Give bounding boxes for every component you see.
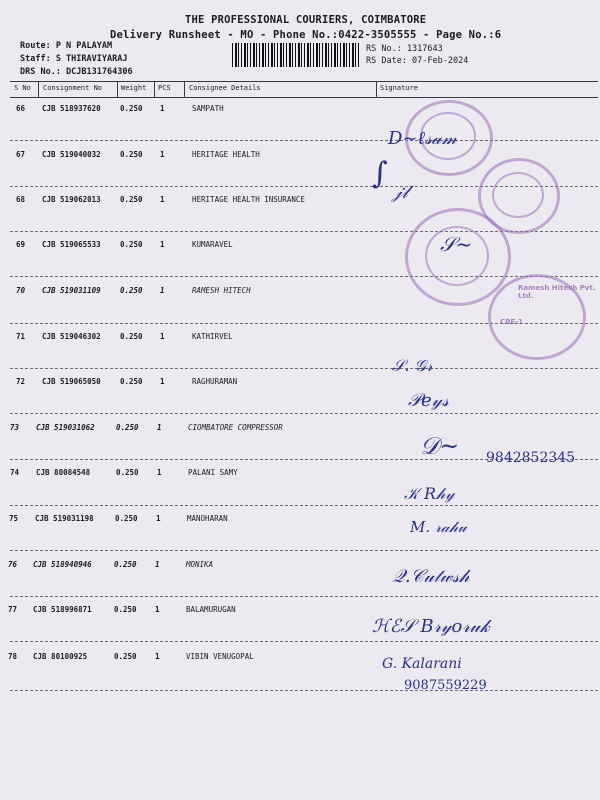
row-weight: 0.250 [120,240,143,249]
col-pcs: PCS [158,84,171,92]
col-sno: S No [14,84,31,92]
row-separator [10,550,598,551]
row-weight: 0.250 [120,195,143,204]
row-consignee: RAMESH HITECH [192,286,251,295]
row-consignment: CJB 80100925 [33,652,88,661]
rs-date: RS Date: 07-Feb-2024 [366,56,469,66]
row-weight: 0.250 [116,423,139,432]
stamp-label: Ramesh Hitech Pvt. Ltd. [518,284,596,300]
signature-mark: 𝒬.𝒞𝓊𝓉𝓌𝓈𝒽 [392,566,470,587]
signature-mark: D~ℓ𝓈𝒶𝓂 [388,128,457,149]
row-consignment: CJB 518996871 [33,605,92,614]
row-pcs: 1 [160,286,165,295]
row-consignment: CJB 518937620 [42,104,101,113]
row-pcs: 1 [157,423,162,432]
row-pcs: 1 [160,377,165,386]
row-consignment: CJB 519065050 [42,377,101,386]
table-row [0,468,600,482]
col-divider [376,82,377,98]
row-consignment: CJB 519031198 [35,514,94,523]
row-sno: 73 [10,423,20,432]
row-weight: 0.250 [120,332,143,341]
signature-mark: 𝒮~ [440,232,473,256]
row-weight: 0.250 [120,286,143,295]
signature-name: G. Kalarani [382,656,462,672]
row-sno: 71 [16,332,26,341]
row-weight: 0.250 [114,605,137,614]
signature-mark: ℋℰ𝒮 𝐵𝓇𝓎𝑜𝓇𝓊𝓀 [372,616,490,637]
table-row [0,377,600,391]
row-weight: 0.250 [120,150,143,159]
runsheet-subtitle: Delivery Runsheet - MO - Phone No.:0422-3505555 - Page No.:6 [110,29,502,41]
row-separator [10,368,598,369]
row-consignee: SAMPATH [192,104,224,113]
row-consignment: CJB 519031109 [42,286,101,295]
col-consignment: Consignment No [43,84,103,92]
route-label: Route: P N PALAYAM [20,41,113,51]
col-divider [117,82,118,98]
row-weight: 0.250 [120,377,143,386]
row-sno: 67 [16,150,26,159]
drs-number: DRS No.: DCJB131764306 [20,67,133,77]
row-pcs: 1 [156,514,161,523]
row-weight: 0.250 [120,104,143,113]
col-divider [38,82,39,98]
rs-number: RS No.: 1317643 [366,44,443,54]
table-row [0,605,600,619]
row-separator [10,641,598,642]
row-pcs: 1 [160,104,165,113]
col-consignee: Consignee Details [189,84,261,92]
row-consignment: CJB 519040032 [42,150,101,159]
row-consignment: CJB 80084548 [36,468,91,477]
row-consignment: CJB 519062013 [42,195,101,204]
table-row [0,104,600,118]
row-separator [10,690,598,691]
header-rule-bottom [10,97,598,98]
table-row [0,560,600,574]
signature-mark: 𝒿𝓁 [392,182,408,203]
signature-phone: 9842852345 [486,450,576,466]
company-stamp-inner [492,172,544,218]
row-sno: 74 [10,468,20,477]
row-consignment: CJB 518940946 [33,560,92,569]
barcode [232,43,360,67]
row-separator [10,505,598,506]
row-consignee: RAGHURAMAN [192,377,238,386]
row-weight: 0.250 [114,560,137,569]
col-weight: Weight [121,84,147,92]
col-signature: Signature [380,84,418,92]
row-consignee: CIOMBATORE COMPRESSOR [188,423,283,432]
col-divider [154,82,155,98]
row-consignee: KUMARAVEL [192,240,233,249]
row-sno: 68 [16,195,26,204]
row-consignee: KATHIRVEL [192,332,233,341]
row-consignee: BALAMURUGAN [186,605,236,614]
row-consignee: VIBIN VENUGOPAL [186,652,254,661]
staff-label: Staff: S THIRAVIYARAJ [20,54,128,64]
company-title: THE PROFESSIONAL COURIERS, COIMBATORE [185,14,427,26]
row-sno: 70 [16,286,26,295]
row-weight: 0.250 [114,652,137,661]
row-sno: 69 [16,240,26,249]
signature-mark: 𝒮. 𝒢𝓇 [392,356,433,375]
row-consignee: HERITAGE HEALTH [192,150,260,159]
row-pcs: 1 [160,332,165,341]
row-pcs: 1 [160,150,165,159]
row-consignment: CJB 519031062 [36,423,95,432]
row-weight: 0.250 [116,468,139,477]
row-pcs: 1 [160,240,165,249]
row-separator [10,596,598,597]
row-consignee: MANOHARAN [187,514,228,523]
stamp-label: CBE-1 [500,318,524,326]
header-rule-top [10,81,598,82]
row-sno: 75 [9,514,19,523]
table-row [0,423,600,437]
signature-phone: 9087559229 [404,678,487,693]
signature-mark: 𝒫𝑒𝓎𝓈 [408,390,449,411]
row-consignee: HERITAGE HEALTH INSURANCE [192,195,305,204]
row-sno: 76 [8,560,18,569]
row-consignment: CJB 519046302 [42,332,101,341]
row-sno: 72 [16,377,26,386]
row-separator [10,413,598,414]
row-consignment: CJB 519065533 [42,240,101,249]
table-row [0,514,600,528]
row-separator [10,276,598,277]
row-pcs: 1 [155,605,160,614]
row-pcs: 1 [155,652,160,661]
row-pcs: 1 [157,468,162,477]
row-consignee: MONIKA [186,560,214,569]
row-sno: 77 [8,605,18,614]
table-row [0,652,600,666]
row-pcs: 1 [155,560,160,569]
row-pcs: 1 [160,195,165,204]
row-sno: 78 [8,652,18,661]
row-weight: 0.250 [115,514,138,523]
col-divider [184,82,185,98]
signature-mark: 𝒦 𝑅𝒽𝓎 [404,484,455,503]
signature-mark: ∫ [372,156,388,191]
row-consignee: PALANI SAMY [188,468,238,477]
signature-mark: 𝒟~ [420,432,460,460]
row-sno: 66 [16,104,26,113]
signature-mark: 𝑀. 𝓇𝒶𝒽𝓊 [410,518,467,536]
row-separator [10,140,598,141]
